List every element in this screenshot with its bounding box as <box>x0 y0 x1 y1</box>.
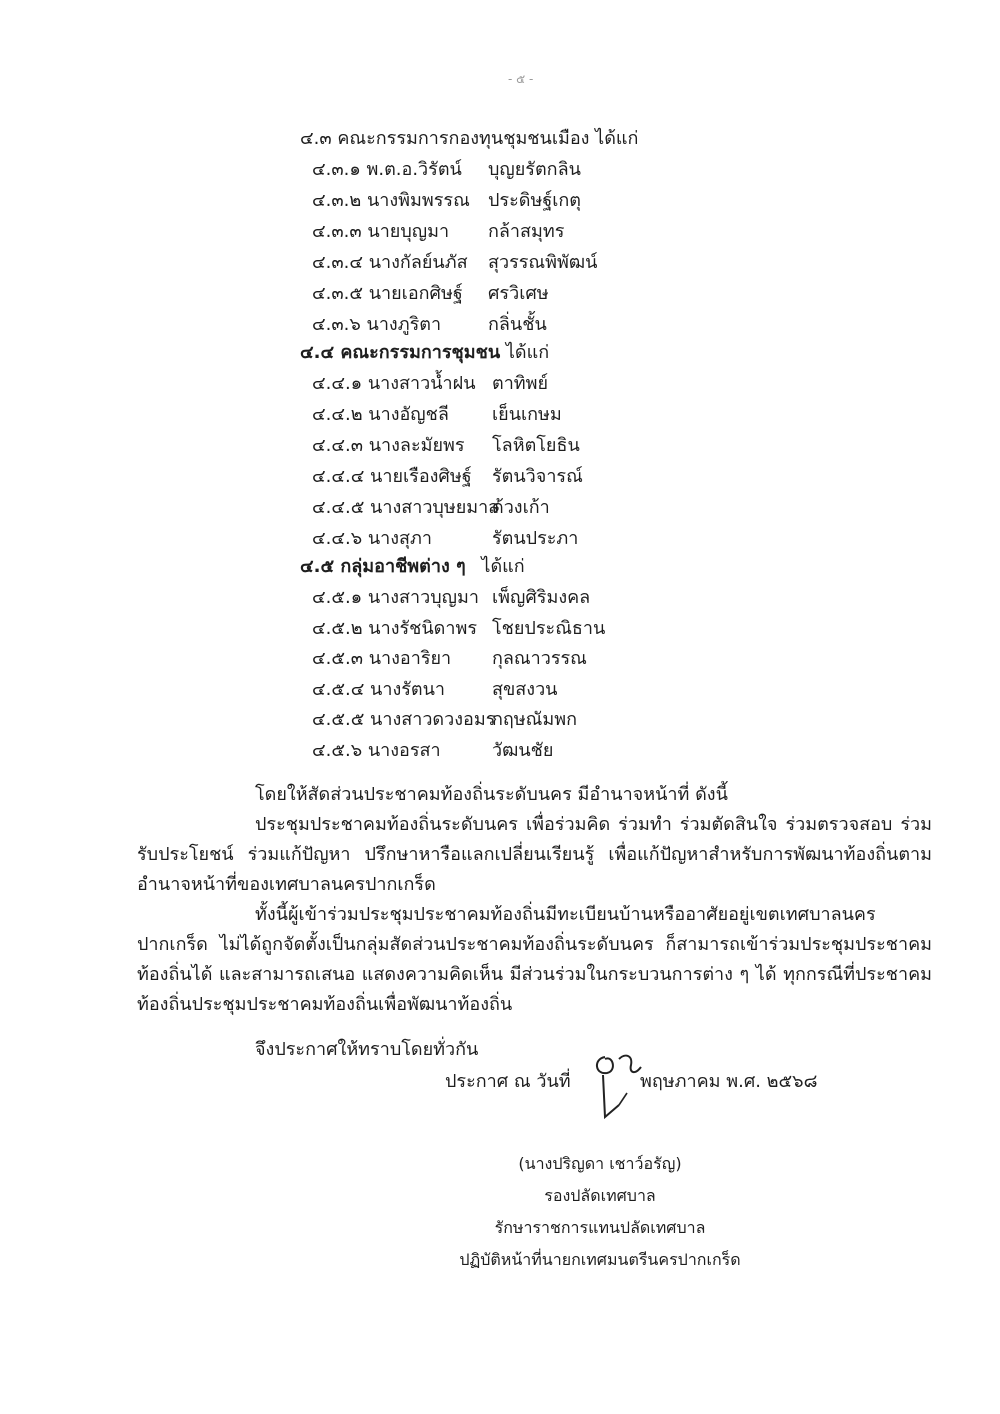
section-43-member-row <box>312 219 652 245</box>
section-44-member-surname: เย็นเกษม <box>492 404 562 425</box>
section-45-heading-tail: ได้แก่ <box>481 556 525 577</box>
section-44-heading-bold: ๔.๔ คณะกรรมการชุมชน <box>300 342 501 363</box>
date-prefix: ประกาศ ณ วันที่ <box>445 1071 571 1092</box>
signatory-block <box>440 1150 760 1274</box>
signatory-position: รองปลัดเทศบาล <box>544 1186 656 1205</box>
section-45-member-name: ๔.๕.๒ นางรัชนิดาพร <box>312 617 477 639</box>
section-45-member-name: ๔.๕.๑ นางสาวบุญมา <box>312 587 479 608</box>
section-45-member-name: ๔.๕.๓ นางอาริยา <box>312 648 452 669</box>
section-43-member-row <box>312 188 652 214</box>
section-43-member-surname: กลิ่นชั้น <box>488 314 547 335</box>
section-44-member-name: ๔.๔.๒ นางอัญชลี <box>312 404 449 425</box>
section-43-member-name: ๔.๓.๓ นายบุญมา <box>312 221 450 242</box>
section-43-member-surname: กล้าสมุทร <box>488 221 565 242</box>
section-44-member-name: ๔.๔.๕ นางสาวบุษยมาส <box>312 497 500 518</box>
section-44-member-surname: ตาทิพย์ <box>492 373 549 394</box>
section-45-member-row <box>312 646 652 672</box>
section-43-member-row <box>312 157 652 183</box>
duties-paragraph-2-text: ทั้งนี้ผู้เข้าร่วมประชุมประชาคมท้องถิ่นมีทะเบียนบ้านหรืออาศัยอยู่เขตเทศบาลนครปากเกร็ด ไม่ได้ถูกจัดตั้งเป็นกลุ่มสัดส่วนประชาคมท้องถิ่นระดับนคร ก็สามารถเข้าร่วมประชุมประชาคมท้องถิ่นได้ และสามารถเสนอ แสดงความคิดเห็น มีส่วนร่วมในกระบวนการต่าง ๆ ได้ ทุกกรณีที่ประชาคมท้องถิ่นประชุมประชาคมท้องถิ่นเพื่อพัฒนาท้องถิ่น <box>137 904 932 1015</box>
section-43-member-name: ๔.๓.๔ นางกัลย์นภัส <box>312 252 468 273</box>
section-44-member-surname: รัตนวิจารณ์ <box>492 466 583 487</box>
section-45-member-surname: วัฒนชัย <box>492 739 554 761</box>
section-45-member-row <box>312 707 652 733</box>
section-45-member-name: ๔.๕.๔ นางรัตนา <box>312 678 446 700</box>
section-43-member-name: ๔.๓.๑ พ.ต.อ.วิรัตน์ <box>312 159 462 180</box>
section-43-member-row <box>312 281 652 307</box>
section-45-member-surname: สุขสงวน <box>492 678 558 700</box>
section-45-heading-bold: ๔.๕ กลุ่มอาชีพต่าง ๆ <box>300 556 466 577</box>
section-44-member-row <box>312 464 652 490</box>
page-number: - ๕ - <box>508 72 534 86</box>
section-45-member-row <box>312 677 652 703</box>
section-43-member-name: ๔.๓.๒ นางพิมพรรณ <box>312 190 470 211</box>
signatory-name: (นางปริญดา เชาว์อรัญ) <box>518 1154 682 1173</box>
section-44-member-name: ๔.๔.๖ นางสุภา <box>312 528 432 549</box>
section-43-member-surname: บุญยรัตกลิน <box>488 159 581 180</box>
section-43-member-row <box>312 312 652 338</box>
section-44-member-name: ๔.๔.๓ นางละมัยพร <box>312 435 465 456</box>
section-45-member-row <box>312 585 652 611</box>
section-45-member-surname: เพ็ญศิริมงคล <box>492 587 591 608</box>
section-43-member-row <box>312 250 652 276</box>
duties-intro: โดยให้สัดส่วนประชาคมท้องถิ่นระดับนคร มีอำนาจหน้าที่ ดังนี้ <box>255 784 728 805</box>
section-43-member-surname: สุวรรณพิพัฒน์ <box>488 252 598 273</box>
handwritten-signature <box>585 1045 675 1125</box>
section-44-heading <box>300 341 549 365</box>
date-day <box>600 1048 624 1072</box>
section-44-heading-tail: ได้แก่ <box>505 342 550 363</box>
section-45-heading <box>300 555 525 579</box>
signatory-acting: รักษาราชการแทนปลัดเทศบาล <box>494 1218 706 1237</box>
section-44-member-surname: ด้วงเก้า <box>492 497 550 518</box>
section-45-member-surname: โชยประณิธาน <box>492 617 606 639</box>
duties-paragraph-2 <box>137 900 932 1020</box>
section-43-member-surname: ศรวิเศษ <box>488 283 549 304</box>
section-44-member-row <box>312 526 652 552</box>
section-43-member-surname: ประดิษฐ์เกตุ <box>488 190 581 211</box>
section-45-member-row <box>312 738 652 764</box>
section-43-heading: ๔.๓ คณะกรรมการกองทุนชุมชนเมือง ได้แก่ <box>300 128 639 149</box>
section-44-member-name: ๔.๔.๔ นายเรืองศิษฐ์ <box>312 466 472 487</box>
signatory-duty: ปฏิบัติหน้าที่นายกเทศมนตรีนครปากเกร็ด <box>459 1250 741 1269</box>
section-44-member-surname: รัตนประภา <box>492 528 579 549</box>
section-43-member-name: ๔.๓.๕ นายเอกศิษฐ์ <box>312 283 463 304</box>
section-43-member-name: ๔.๓.๖ นางภูริตา <box>312 314 442 335</box>
duties-paragraph-1 <box>137 810 932 900</box>
announce-line: จึงประกาศให้ทราบโดยทั่วกัน <box>255 1039 479 1060</box>
section-44-member-row <box>312 371 652 397</box>
section-44-member-row <box>312 402 652 428</box>
duties-paragraph-1-text: ประชุมประชาคมท้องถิ่นระดับนคร เพื่อร่วมคิด ร่วมทำ ร่วมตัดสินใจ ร่วมตรวจสอบ ร่วมรับประโยชน์ ร่วมแก้ปัญหา ปรึกษาหารือแลกเปลี่ยนเรียนรู้ เพื่อแก้ปัญหาสำหรับการพัฒนาท้องถิ่นตามอำนาจหน้าที่ของเทศบาลนครปากเกร็ด <box>137 814 932 895</box>
section-44-member-row <box>312 433 652 459</box>
section-45-member-row <box>312 616 652 642</box>
section-44-member-surname: โลหิตโยธิน <box>492 435 580 456</box>
section-45-member-surname: กฤษณัมพก <box>492 709 577 730</box>
section-44-member-row <box>312 495 652 521</box>
date-rest: พฤษภาคม พ.ศ. ๒๕๖๘ <box>640 1071 818 1092</box>
section-45-member-name: ๔.๕.๕ นางสาวดวงอมร <box>312 709 496 730</box>
section-45-member-surname: กุลณาวรรณ <box>492 648 587 669</box>
section-44-member-name: ๔.๔.๑ นางสาวน้ำฝน <box>312 373 476 394</box>
section-45-member-name: ๔.๕.๖ นางอรสา <box>312 739 441 761</box>
